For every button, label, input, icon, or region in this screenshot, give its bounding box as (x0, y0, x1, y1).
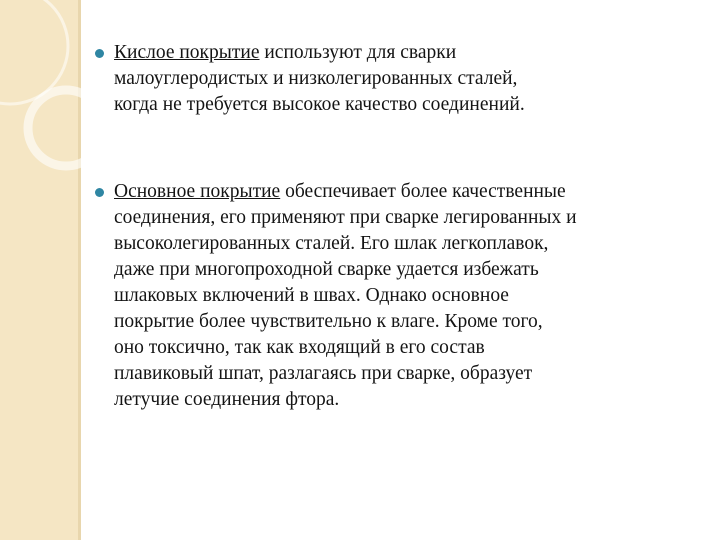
bullet-acid-coating (92, 40, 692, 118)
bullet-line: плавиковый шпат, разлагаясь при сварке, образует (114, 363, 533, 384)
bullet-line: обеспечивает более качественные (280, 181, 566, 202)
bullet-basic-coating (92, 179, 692, 413)
bullet-line: оно токсично, так как входящий в его состав (114, 337, 485, 358)
bullet-line: покрытие более чувствительно к влаге. Кроме того, (114, 311, 543, 332)
bullet-line: высоколегированных сталей. Его шлак легкоплавок, (114, 233, 549, 254)
decor-circle-small (28, 90, 100, 166)
slide-content (92, 40, 692, 413)
bullet-line: летучие соединения фтора. (114, 389, 340, 410)
bullet-line: шлаковых включений в швах. Однако основное (114, 285, 509, 306)
decorative-circles (0, 0, 100, 200)
term-acid-coating: Кислое покрытие (114, 42, 260, 63)
bullet-line: когда не требуется высокое качество соединений. (114, 94, 525, 115)
bullet-dot (95, 49, 104, 58)
bullet-dot (95, 188, 104, 197)
bullet-line: даже при многопроходной сварке удается избежать (114, 259, 539, 280)
term-basic-coating: Основное покрытие (114, 181, 281, 202)
bullet-line: используют для сварки (259, 42, 457, 63)
bullet-line: малоуглеродистых и низколегированных сталей, (114, 68, 518, 89)
bullet-line: соединения, его применяют при сварке легированных и (114, 207, 577, 228)
